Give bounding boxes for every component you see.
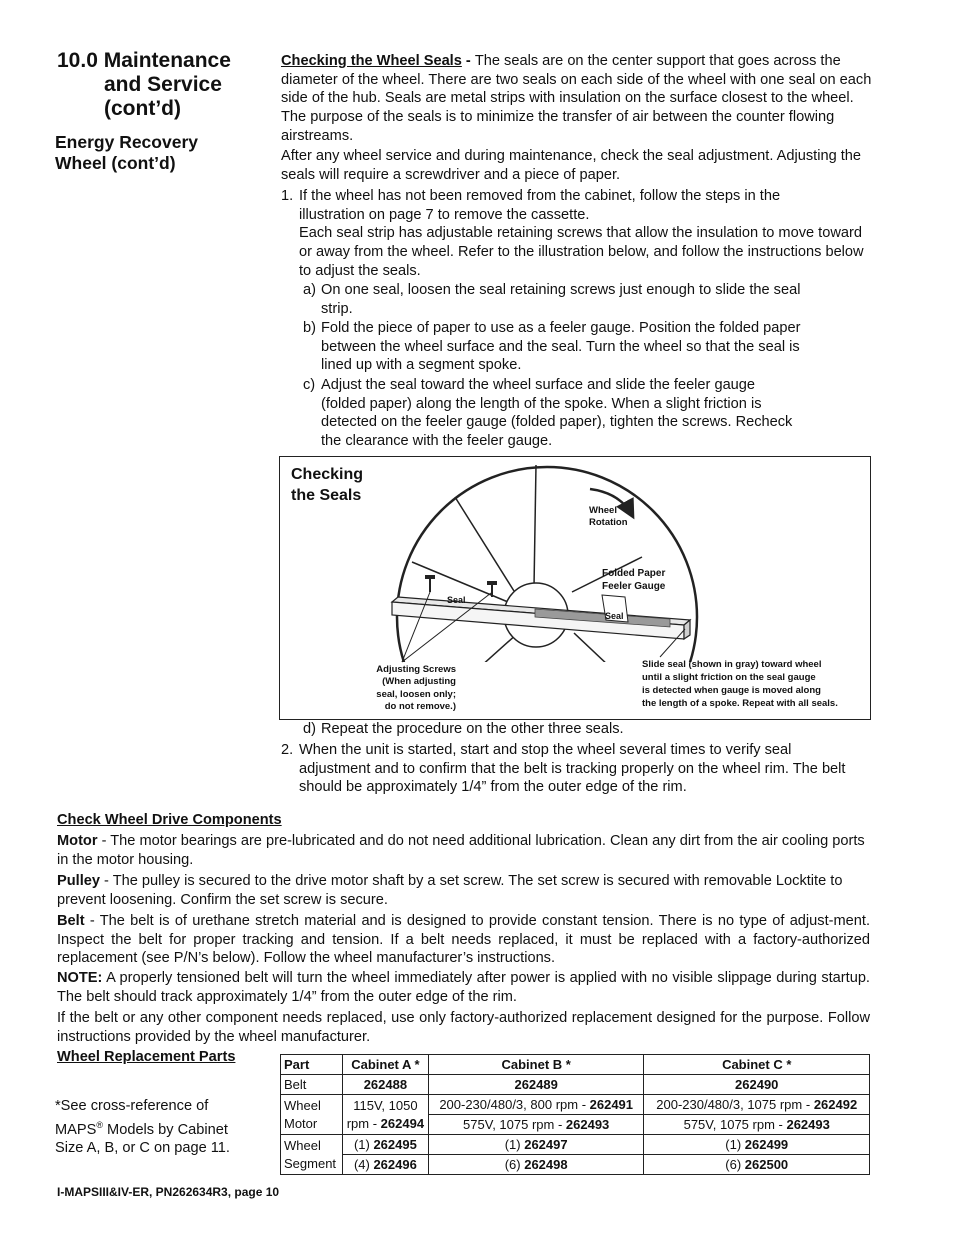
belt-cabinet-a: 262488 [342, 1075, 428, 1095]
segment-b-2 [428, 1155, 644, 1175]
table-row-belt [281, 1075, 870, 1095]
subtitle-line1: Energy Recovery [55, 132, 198, 152]
motor-part-label [281, 1095, 343, 1135]
pulley-text: - The pulley is secured to the drive motor shaft by a set screw. The set screw is secured with removable Locktite to prevent loosening. Confirm the set screw is secure. [57, 873, 843, 908]
figure-title-line1: Checking [291, 466, 364, 483]
belt-text: - The belt is of urethane stretch material and is designed to provide constant tension. There is no type of adjust-ment. Inspect the belt for proper tracking and tension. If a belt needs replaced, it must be replaced with a factory-authorized replacement (see P/N’s below). Follow the wheel manufacturer’s instructions. [57, 913, 870, 967]
pulley-paragraph [57, 872, 870, 909]
step-2-text: When the unit is started, start and stop the wheel several times to verify seal adjustment and to confirm that the belt is tracking properly on the wheel rim. The belt should be approximately 1/4” from the outer edge of the rim. [299, 742, 846, 796]
motor-c1-pn: 262492 [813, 1097, 858, 1112]
adj-line1: Adjusting Screws [376, 664, 456, 675]
seal-label-left: Seal [447, 595, 466, 605]
header-cabinet-b: Cabinet B * [428, 1055, 644, 1075]
motor-cabinet-c-1 [644, 1095, 870, 1115]
seg-c1-pn: 262499 [744, 1137, 789, 1152]
section-title-line1: 10.0 Maintenance [57, 49, 231, 72]
seals-paragraph-2: After any wheel service and during maintenance, check the seal adjustment. Adjusting the seals will require a screwdriver and a piece of paper. [281, 148, 862, 183]
seg-c2-qty: (6) [725, 1157, 745, 1172]
substep-c [303, 376, 798, 451]
parts-heading: Wheel Replacement Parts [57, 1049, 236, 1065]
motor-b2-pn: 262493 [565, 1117, 610, 1132]
seg-c2-pn: 262500 [744, 1157, 789, 1172]
adj-line3: seal, loosen only; [376, 688, 456, 700]
seals-heading-sep: - [461, 53, 475, 69]
table-row-segment-1 [281, 1135, 870, 1155]
substep-b [303, 319, 813, 375]
substep-a-text: On one seal, loosen the seal retaining screws just enough to slide the seal strip. [321, 282, 801, 317]
registered-mark: ® [96, 1119, 103, 1130]
motor-a-line2: rpm - [346, 1115, 381, 1131]
slide-line4: the length of a spoke. Repeat with all seals. [642, 698, 838, 709]
substep-b-label: b) [303, 320, 316, 336]
other-paragraph: If the belt or any other component needs replaced, use only factory-authorized replacement designed for the purpose. Follow instructions provided by the wheel manufacturer. [57, 1010, 870, 1045]
footnote-line3: Size A, B, or C on page 11. [55, 1140, 230, 1157]
feeler-gauge-label [602, 568, 665, 593]
seg-c1-qty: (1) [725, 1137, 745, 1152]
footnote-line2 [55, 1116, 265, 1140]
section-title-line3: (cont’d) [104, 97, 181, 120]
wheel-rotation-line2: Rotation [589, 517, 628, 528]
segment-label-line1: Wheel [284, 1137, 321, 1153]
section-subtitle [55, 132, 198, 174]
segment-label-line2: Segment [284, 1155, 337, 1171]
checking-seals-figure [279, 456, 871, 720]
substep-c-label: c) [303, 377, 316, 393]
motor-cabinet-c-2 [644, 1115, 870, 1135]
seals-intro-text: The seals are on the center support that goes across the diameter of the wheel. There are two seals on each side of the wheel with one seal on each side of the hub. Seals are metal strips with insulation on the surface closest to the wheel. The purpose of the seals is to minimize the transfer of air between the counter flowing airstreams. [281, 53, 872, 144]
slide-line2: until a slight friction on the seal gauge [642, 672, 816, 683]
section-title-line2: and Service [104, 73, 222, 96]
motor-c2-pn: 262493 [786, 1117, 830, 1132]
substep-b-text: Fold the piece of paper to use as a feeler gauge. Position the folded paper between the wheel surface and the seal. Turn the wheel so that the seal is lined up with a segment spoke. [321, 320, 801, 374]
seal-step-2 [281, 741, 859, 797]
wheel-rotation-label [589, 505, 628, 529]
belt-cabinet-b: 262489 [428, 1075, 644, 1095]
slide-seal-label [642, 658, 838, 710]
substep-c-text: Adjust the seal toward the wheel surface and slide the feeler gauge (folded paper) along the length of the spoke. When a slight friction is detected on the feeler gauge (folded paper), tighten the screws. Recheck the clearance with the feeler gauge. [321, 377, 793, 450]
motor-cabinet-a [342, 1095, 428, 1135]
table-header-row [281, 1055, 870, 1075]
step-1-number: 1. [281, 188, 294, 204]
seal-step-1 [281, 187, 864, 281]
table-row-motor-1 [281, 1095, 870, 1115]
seg-b1-qty: (1) [504, 1137, 525, 1152]
seals-intro-paragraph [281, 52, 872, 146]
substep-d [303, 720, 803, 739]
motor-label-line2: Motor [284, 1115, 318, 1131]
header-cabinet-a: Cabinet A * [342, 1055, 428, 1075]
adjusting-screws-label [350, 664, 456, 713]
motor-label: Motor [57, 833, 98, 849]
motor-c1-text: 200-230/480/3, 1075 rpm - [656, 1097, 814, 1112]
feeler-line1: Folded Paper [602, 568, 666, 579]
step-2-number: 2. [281, 742, 294, 758]
motor-b2-text: 575V, 1075 rpm - [463, 1117, 566, 1132]
seg-a1-qty: (1) [353, 1137, 374, 1152]
seg-a1-pn: 262495 [373, 1137, 417, 1152]
figure-title-line2: the Seals [291, 487, 362, 504]
drive-heading: Check Wheel Drive Components [57, 812, 282, 828]
substep-d-text: Repeat the procedure on the other three seals. [321, 721, 624, 737]
note-label: NOTE: [57, 970, 103, 986]
seg-b2-qty: (6) [504, 1157, 525, 1172]
step-1-text: If the wheel has not been removed from the cabinet, follow the steps in the illustration on page 7 to remove the cassette. [299, 188, 781, 223]
segment-part-label [281, 1135, 343, 1175]
seg-a2-qty: (4) [353, 1157, 374, 1172]
motor-text: - The motor bearings are pre-lubricated and do not need additional lubrication. Clean any dirt from the air cooling ports in the motor housing. [57, 833, 865, 868]
motor-cabinet-b-2 [428, 1115, 644, 1135]
belt-cabinet-c: 262490 [644, 1075, 870, 1095]
seal-label-right: Seal [605, 611, 624, 621]
adj-line4: do not remove.) [384, 700, 456, 712]
slide-line1: Slide seal (shown in gray) toward wheel [642, 659, 822, 670]
substep-d-label: d) [303, 721, 316, 737]
note-paragraph [57, 969, 870, 1006]
seg-b1-pn: 262497 [524, 1137, 568, 1152]
step-1-text-2: Each seal strip has adjustable retaining screws that allow the insulation to move toward or away from the wheel. Refer to the illustration below, and follow the instructions below to adjust the seals. [299, 225, 864, 279]
footnote-line2-rest: Models by Cabinet [103, 1121, 228, 1138]
parts-footnote [55, 1097, 265, 1158]
motor-label-line1: Wheel [284, 1097, 321, 1113]
motor-a-line1: 115V, 1050 [353, 1097, 418, 1113]
page-footer: I-MAPSIII&IV-ER, PN262634R3, page 10 [57, 1185, 280, 1199]
motor-cabinet-b-1 [428, 1095, 644, 1115]
motor-c2-text: 575V, 1075 rpm - [683, 1117, 787, 1132]
adjusting-screw-icon [425, 575, 435, 592]
seg-a2-pn: 262496 [373, 1157, 417, 1172]
parts-table [280, 1054, 870, 1175]
seg-b2-pn: 262498 [524, 1157, 568, 1172]
header-cabinet-c: Cabinet C * [644, 1055, 870, 1075]
motor-paragraph [57, 832, 870, 869]
segment-b-1 [428, 1135, 644, 1155]
segment-a-2 [342, 1155, 428, 1175]
belt-paragraph [57, 912, 870, 968]
substep-a [303, 281, 813, 318]
segment-a-1 [342, 1135, 428, 1155]
footnote-line1: *See cross-reference of [55, 1098, 209, 1114]
segment-c-2 [644, 1155, 870, 1175]
header-part: Part [281, 1055, 343, 1075]
substep-a-label: a) [303, 282, 316, 298]
table-row-segment-2 [281, 1155, 870, 1175]
seals-heading: Checking the Wheel Seals [281, 53, 462, 69]
feeler-line2: Feeler Gauge [602, 580, 666, 592]
pulley-label: Pulley [57, 873, 100, 889]
note-text: A properly tensioned belt will turn the wheel immediately after power is applied with no visible slippage during startup. The belt should track approximately 1/4” from the outer edge of the rim. [57, 970, 870, 1005]
belt-part-label: Belt [281, 1075, 343, 1095]
segment-c-1 [644, 1135, 870, 1155]
section-title [57, 49, 231, 121]
belt-label: Belt [57, 913, 85, 929]
subtitle-line2: Wheel (cont’d) [55, 153, 176, 173]
slide-line3: is detected when gauge is moved along [642, 685, 821, 696]
motor-b1-pn: 262491 [589, 1097, 634, 1112]
motor-a-pn: 262494 [380, 1115, 425, 1131]
motor-b1-text: 200-230/480/3, 800 rpm - [439, 1097, 590, 1112]
adj-line2: (When adjusting [382, 676, 456, 688]
wheel-rotation-line1: Wheel [589, 505, 617, 516]
maps-text: MAPS [55, 1121, 97, 1138]
